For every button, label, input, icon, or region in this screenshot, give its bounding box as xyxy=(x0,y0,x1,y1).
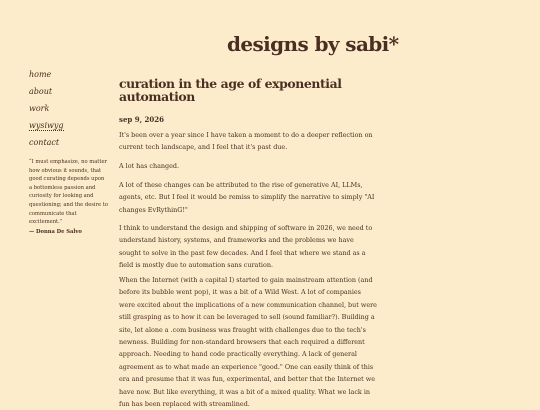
post-paragraph: I think to understand the design and shipping of software in 2026, we need to understand history, systems, and frameworks and the problems we have sought to solve in the past few decades. And I feel that where we stand as a field is mostly due to automation sans curation. xyxy=(119,224,373,270)
nav-link-label: home xyxy=(29,70,52,79)
nav-link-label: about xyxy=(29,87,53,96)
nav-link-label: wysiwyg xyxy=(29,121,64,130)
post-title: curation in the age of exponential automation xyxy=(119,76,342,104)
post-paragraph: It's been over a year since I have taken a moment to do a deeper reflection on current tech landscape, and I feel that it's past due. xyxy=(119,131,373,152)
nav-link-label: work xyxy=(29,104,50,113)
sidebar-quote: “I must emphasize, no matter how obvious it sounds, that good curating depends upon a bottomless passion and curiosity for looking and questioning; and the desire to communicate that excitement.” xyxy=(29,159,108,226)
nav-link-label: contact xyxy=(29,138,60,147)
post-article xyxy=(119,76,377,409)
post-paragraph: When the Internet (with a capital I) started to gain mainstream attention (and before its bubble went pop), it was a bit of a Wild West. A lot of companies were excited about the implications of a new communication channel, but were still grasping as to how it can be leveraged to sell (sound familiar?). Building a site, let alone a .com business was fraught with challenges due to the tech's newness. Building for non-standard browsers that each required a different approach. Needing to hand code practically everything. A lack of general agreement as to what made an experience "good." One can easily think of this era and presume that it was fun, experimental, and better that the Internet we have now. But like everything, it was a bit of a mixed quality. What we lack in fun has been replaced with streamlined. xyxy=(119,276,377,409)
nav-link-home[interactable] xyxy=(29,70,109,87)
site-title[interactable]: designs by sabi* xyxy=(227,32,399,56)
post-date: sep 9, 2026 xyxy=(119,115,164,124)
nav-link-contact[interactable] xyxy=(29,138,109,155)
sidebar-nav xyxy=(29,70,109,235)
nav-link-work[interactable] xyxy=(29,104,109,121)
post-paragraph: A lot has changed. xyxy=(119,162,179,170)
quote-author: — Donna De Salvo xyxy=(29,228,82,235)
post-paragraph: A lot of these changes can be attributed to the rise of generative AI, LLMs, agents, etc. But I feel it would be remiss to simplify the narrative to simply "AI changes EvRythinG!" xyxy=(119,181,375,214)
nav-link-wysiwyg[interactable] xyxy=(29,121,109,138)
nav-link-about[interactable] xyxy=(29,87,109,104)
